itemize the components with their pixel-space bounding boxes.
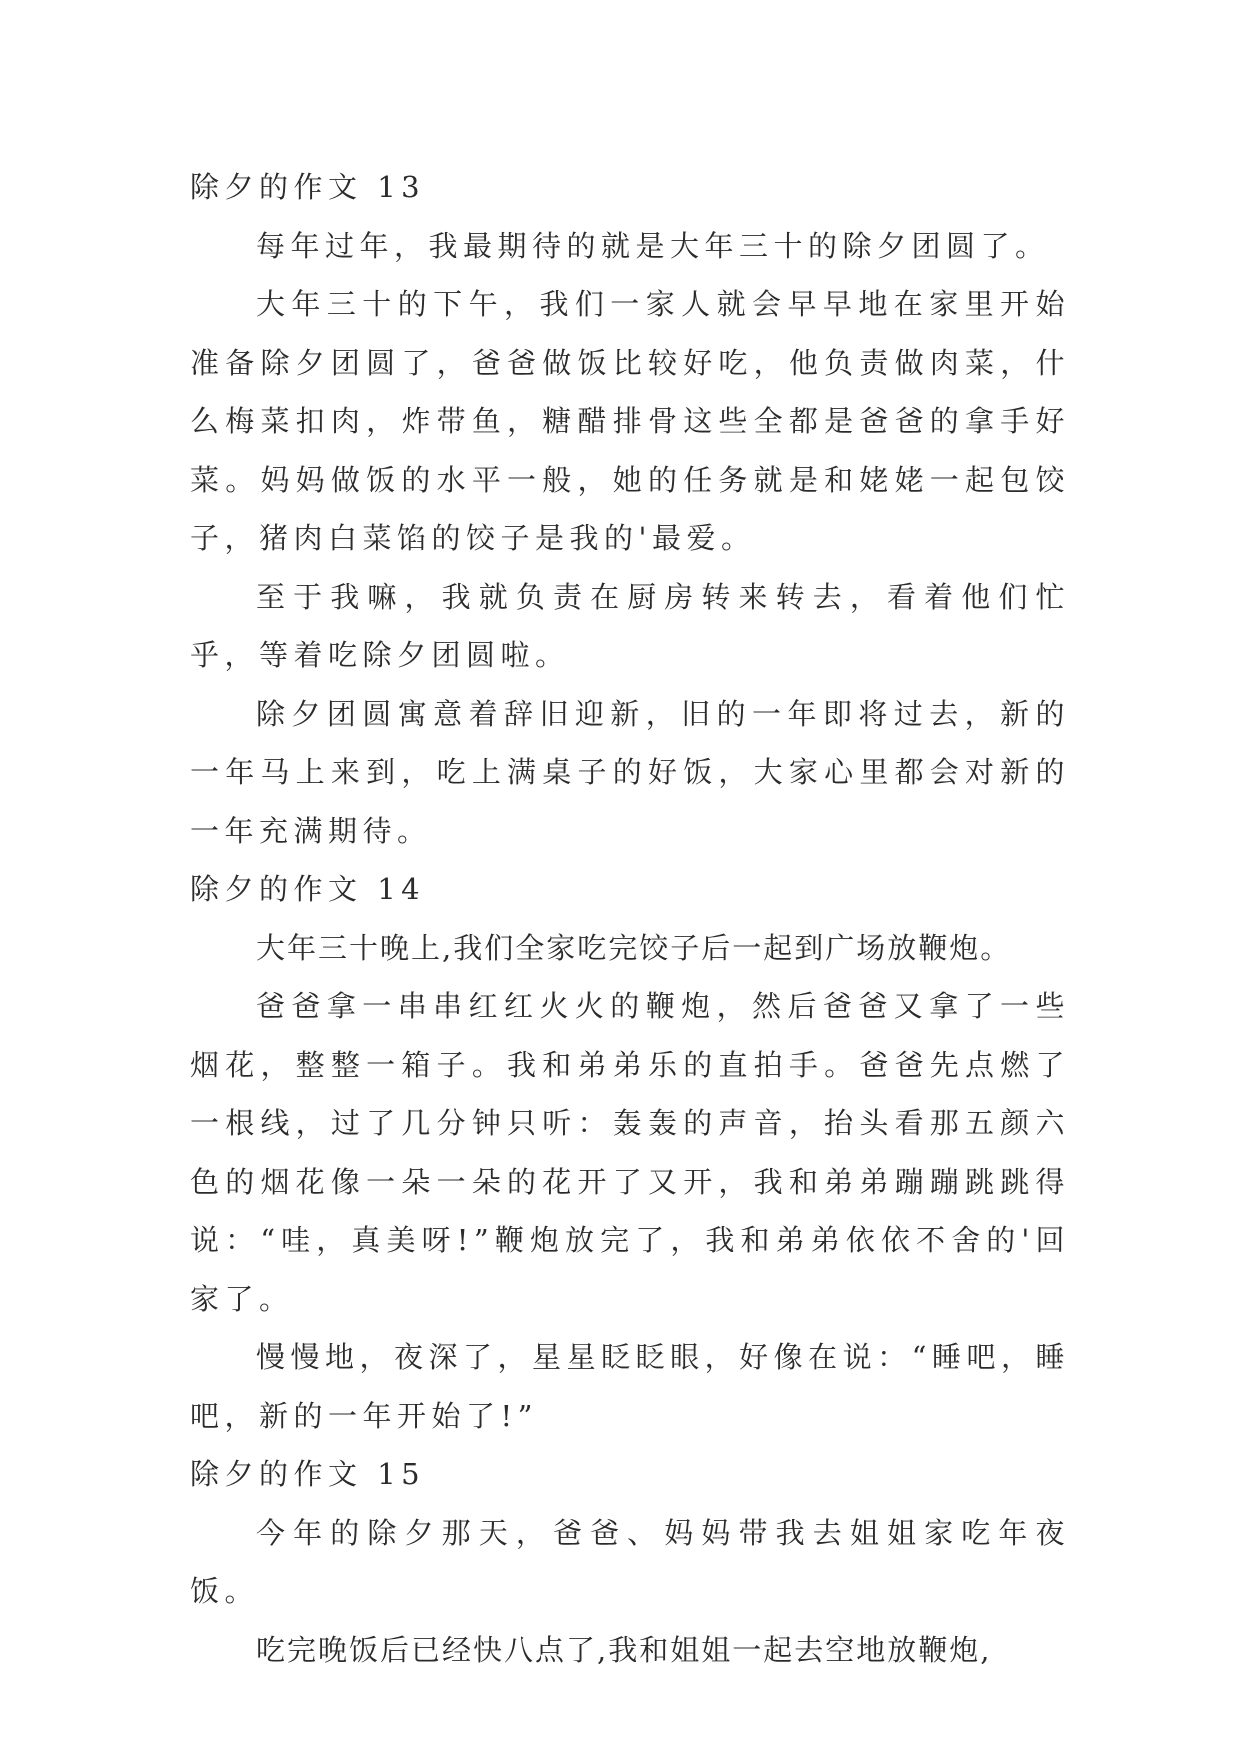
paragraph: 至于我嘛，我就负责在厨房转来转去，看着他们忙乎，等着吃除夕团圆啦。 xyxy=(190,579,1070,672)
section-heading: 除夕的作文 15 xyxy=(190,1457,426,1491)
essay-section-15 xyxy=(190,1445,1070,1679)
paragraph: 每年过年，我最期待的就是大年三十的除夕团圆了。 xyxy=(256,228,1050,263)
paragraph: 大年三十晚上,我们全家吃完饺子后一起到广场放鞭炮。 xyxy=(256,930,1012,965)
document-body xyxy=(190,158,1070,1679)
essay-section-13 xyxy=(190,158,1070,860)
paragraph: 爸爸拿一串串红红火火的鞭炮，然后爸爸又拿了一些烟花，整整一箱子。我和弟弟乐的直拍手。爸爸先点燃了一根线，过了几分钟只听：轰轰的声音，抬头看那五颜六色的烟花像一朵一朵的花开了又开，我和弟弟蹦蹦跳跳得说：“哇，真美呀!”鞭炮放完了，我和弟弟依依不舍的'回家了。 xyxy=(190,989,1070,1316)
paragraph: 慢慢地，夜深了，星星眨眨眼，好像在说：“睡吧，睡吧，新的一年开始了!” xyxy=(190,1340,1070,1433)
paragraph: 除夕团圆寓意着辞旧迎新，旧的一年即将过去，新的一年马上来到，吃上满桌子的好饭，大家心里都会对新的一年充满期待。 xyxy=(190,696,1070,848)
essay-section-14 xyxy=(190,860,1070,1445)
section-heading: 除夕的作文 14 xyxy=(190,872,426,906)
paragraph: 大年三十的下午，我们一家人就会早早地在家里开始准备除夕团圆了，爸爸做饭比较好吃，他负责做肉菜，什么梅菜扣肉，炸带鱼，糖醋排骨这些全都是爸爸的拿手好菜。妈妈做饭的水平一般，她的任务就是和姥姥一起包饺子，猪肉白菜馅的饺子是我的'最爱。 xyxy=(190,287,1070,555)
paragraph: 今年的除夕那天，爸爸、妈妈带我去姐姐家吃年夜饭。 xyxy=(190,1515,1070,1608)
section-heading: 除夕的作文 13 xyxy=(190,170,426,204)
paragraph: 吃完晚饭后已经快八点了,我和姐姐一起去空地放鞭炮, xyxy=(256,1632,992,1667)
